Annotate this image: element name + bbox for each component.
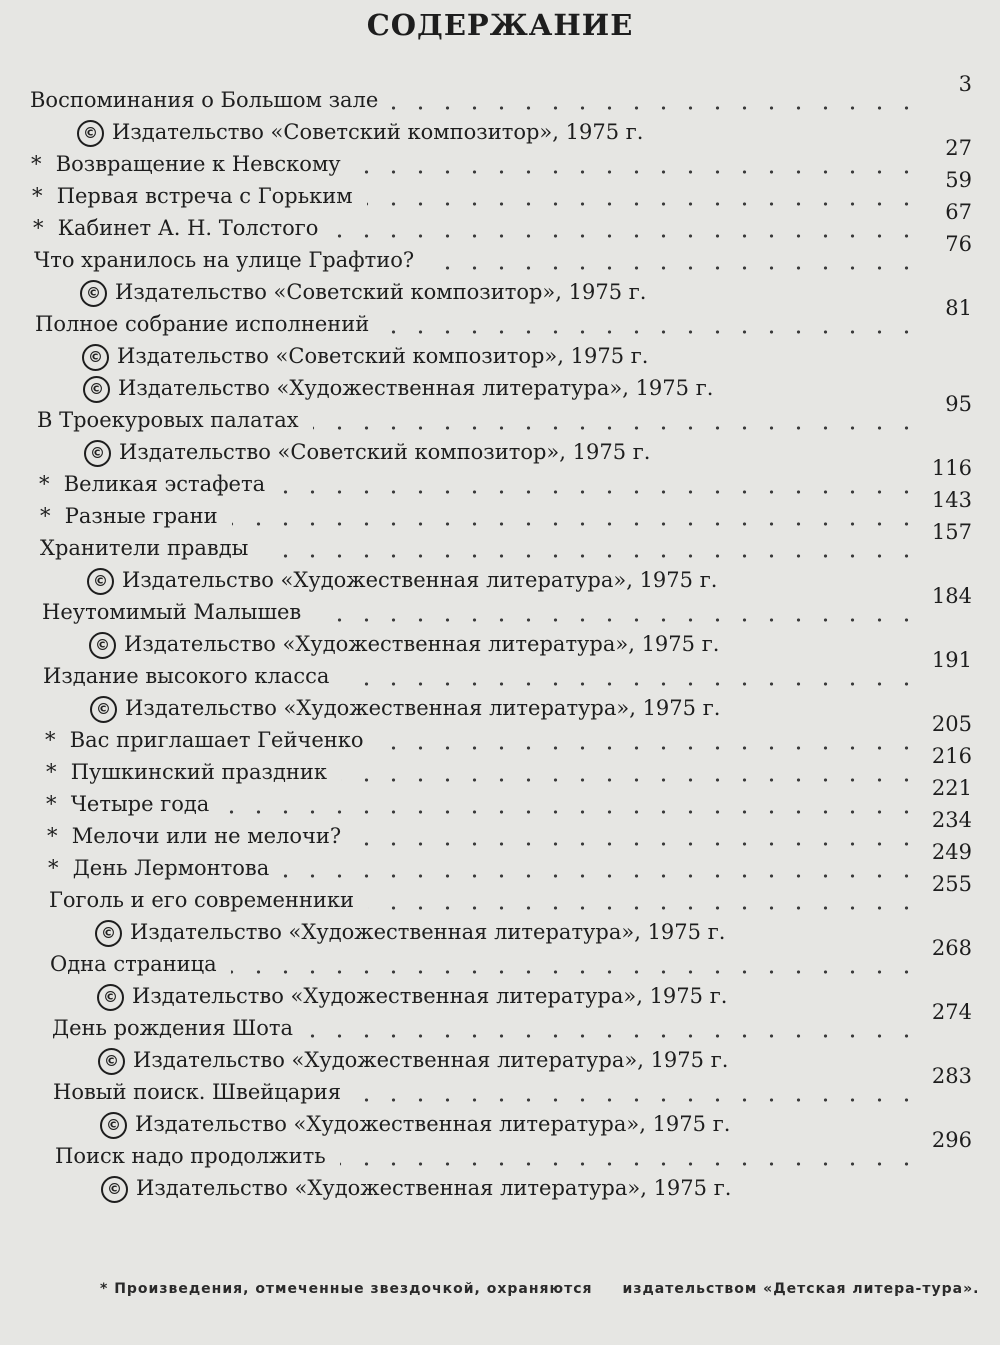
page-number: 143 <box>931 488 972 512</box>
page-number: 216 <box>931 744 972 768</box>
toc-entry-text: Новый поиск. Швейцария <box>53 1080 341 1104</box>
footnote <box>100 1278 980 1300</box>
copyright-notice <box>87 564 717 596</box>
copyright-text: Издательство «Художественная литература», 1975 г. <box>132 984 728 1008</box>
copyright-icon: © <box>80 280 107 307</box>
leader-dots <box>340 1140 920 1172</box>
copyright-text: Издательство «Советский композитор», 1975 г. <box>112 120 644 144</box>
star-marker: * <box>39 472 50 496</box>
toc-entry-text: Вас приглашает Гейченко <box>69 728 364 752</box>
copyright-notice <box>98 1044 728 1076</box>
page-number: 59 <box>945 168 972 192</box>
toc-entry-title <box>47 820 341 852</box>
star-marker: * <box>31 152 42 176</box>
copyright-text: Издательство «Художественная литература», 1975 г. <box>136 1176 732 1200</box>
toc-entry-text: Одна страница <box>50 952 217 976</box>
page-number: 255 <box>931 872 972 896</box>
copyright-notice <box>83 372 713 404</box>
toc-entry <box>0 1064 1000 1108</box>
page-number: 67 <box>945 200 972 224</box>
copyright-line <box>0 116 1000 148</box>
footnote-text-1: * Произведения, отмеченные звездочкой, охраняются <box>100 1281 593 1297</box>
leader-dots <box>378 724 920 756</box>
page-number: 191 <box>931 648 972 672</box>
toc-entry <box>0 168 1000 212</box>
leader-dots <box>428 244 920 276</box>
copyright-line <box>0 1044 1000 1076</box>
copyright-icon: © <box>84 440 111 467</box>
copyright-text: Издательство «Художественная литература», 1975 г. <box>124 632 720 656</box>
toc-entry <box>0 712 1000 756</box>
toc-entry-text: Полное собрание исполнений <box>35 312 370 336</box>
page-number: 116 <box>931 456 972 480</box>
star-marker: * <box>33 216 44 240</box>
star-marker: * <box>46 792 57 816</box>
copyright-notice <box>90 692 720 724</box>
toc-entry <box>0 872 1000 916</box>
toc-entry <box>0 72 1000 116</box>
page-number: 205 <box>931 712 972 736</box>
page-number: 296 <box>931 1128 972 1152</box>
toc-entry-title <box>43 660 329 692</box>
page-number: 76 <box>945 232 972 256</box>
toc-entry-title <box>52 1012 293 1044</box>
star-marker: * <box>32 184 43 208</box>
toc-entry-title <box>53 1076 341 1108</box>
toc-entry <box>0 520 1000 564</box>
toc-entry <box>0 584 1000 628</box>
toc-entry-text: Разные грани <box>64 504 218 528</box>
copyright-icon: © <box>89 632 116 659</box>
toc-entry <box>0 1000 1000 1044</box>
toc-entry-title <box>46 788 209 820</box>
leader-dots <box>367 180 920 212</box>
leader-dots <box>343 660 920 692</box>
star-marker: * <box>40 504 51 528</box>
copyright-text: Издательство «Художественная литература», 1975 г. <box>130 920 726 944</box>
copyright-line <box>0 980 1000 1012</box>
copyright-text: Издательство «Художественная литература», 1975 г. <box>125 696 721 720</box>
toc-entry-text: Хранители правды <box>40 536 249 560</box>
toc-entry <box>0 232 1000 276</box>
copyright-text: Издательство «Художественная литература», 1975 г. <box>135 1112 731 1136</box>
page-number: 249 <box>931 840 972 864</box>
toc-entry-text: Гоголь и его современники <box>49 888 355 912</box>
copyright-text: Издательство «Советский композитор», 1975 г. <box>117 344 649 368</box>
leader-dots <box>262 532 920 564</box>
star-marker: * <box>48 856 59 880</box>
toc-entry-text: Издание высокого класса <box>43 664 330 688</box>
toc-entry <box>0 392 1000 436</box>
copyright-line <box>0 372 1000 404</box>
copyright-icon: © <box>97 984 124 1011</box>
toc-entry-title <box>42 596 301 628</box>
leader-dots <box>307 1012 920 1044</box>
leader-dots <box>368 884 920 916</box>
toc-entry <box>0 808 1000 852</box>
toc-entry-text: День рождения Шота <box>52 1016 294 1040</box>
toc-entry-text: Великая эстафета <box>63 472 266 496</box>
toc-entry <box>0 296 1000 340</box>
toc-entry <box>0 1128 1000 1172</box>
page-number: 95 <box>945 392 972 416</box>
copyright-line <box>0 340 1000 372</box>
toc-entry-title <box>32 180 353 212</box>
page-title: СОДЕРЖАНИЕ <box>366 8 634 42</box>
page-number: 3 <box>958 72 972 96</box>
copyright-notice <box>80 276 646 308</box>
toc-entry <box>0 200 1000 244</box>
toc-entry-title <box>50 948 217 980</box>
copyright-text: Издательство «Художественная литература», 1975 г. <box>118 376 714 400</box>
page-number: 283 <box>931 1064 972 1088</box>
leader-dots <box>355 820 920 852</box>
copyright-icon: © <box>90 696 117 723</box>
toc-entry-title <box>55 1140 326 1172</box>
toc-entry-text: День Лермонтова <box>72 856 270 880</box>
copyright-notice <box>82 340 648 372</box>
toc-entry <box>0 840 1000 884</box>
page-number: 234 <box>931 808 972 832</box>
toc-entry-text: В Троекуровых палатах <box>37 408 299 432</box>
leader-dots <box>332 212 920 244</box>
toc-entry-title <box>39 468 265 500</box>
toc-entry-title <box>33 212 318 244</box>
copyright-icon: © <box>77 120 104 147</box>
star-marker: * <box>46 760 57 784</box>
copyright-icon: © <box>100 1112 127 1139</box>
leader-dots <box>341 756 920 788</box>
page-number: 157 <box>931 520 972 544</box>
copyright-line <box>0 692 1000 724</box>
toc-entry <box>0 456 1000 500</box>
toc-entry-title <box>40 500 218 532</box>
leader-dots <box>383 308 920 340</box>
copyright-notice <box>95 916 725 948</box>
copyright-icon: © <box>82 344 109 371</box>
leader-dots <box>283 852 920 884</box>
page-number: 268 <box>931 936 972 960</box>
leader-dots <box>223 788 920 820</box>
toc-entry-title <box>35 308 369 340</box>
leader-dots <box>313 404 920 436</box>
toc-entry <box>0 776 1000 820</box>
leader-dots <box>315 596 920 628</box>
copyright-line <box>0 1172 1000 1204</box>
toc-entry-text: Неутомимый Малышев <box>42 600 302 624</box>
copyright-notice <box>101 1172 731 1204</box>
toc-entry <box>0 936 1000 980</box>
star-marker: * <box>45 728 56 752</box>
toc-entry <box>0 488 1000 532</box>
page-number: 184 <box>931 584 972 608</box>
page-number: 274 <box>931 1000 972 1024</box>
copyright-text: Издательство «Художественная литература», 1975 г. <box>133 1048 729 1072</box>
toc-entry <box>0 744 1000 788</box>
toc-entry-text: Кабинет А. Н. Толстого <box>57 216 319 240</box>
copyright-icon: © <box>98 1048 125 1075</box>
copyright-notice <box>84 436 650 468</box>
toc-entry-text: Первая встреча с Горьким <box>56 184 353 208</box>
copyright-icon: © <box>95 920 122 947</box>
page-number: 221 <box>931 776 972 800</box>
copyright-text: Издательство «Художественная литература», 1975 г. <box>122 568 718 592</box>
toc-entry-title <box>46 756 327 788</box>
leader-dots <box>355 148 920 180</box>
copyright-icon: © <box>101 1176 128 1203</box>
copyright-line <box>0 916 1000 948</box>
toc-entry-text: Мелочи или не мелочи? <box>71 824 342 848</box>
page-number: 27 <box>945 136 972 160</box>
table-of-contents <box>0 72 1000 1204</box>
toc-entry-title <box>45 724 364 756</box>
toc-entry <box>0 136 1000 180</box>
toc-entry-text: Пушкинский праздник <box>70 760 328 784</box>
toc-entry-text: Четыре года <box>70 792 210 816</box>
copyright-text: Издательство «Советский композитор», 1975 г. <box>119 440 651 464</box>
star-marker: * <box>47 824 58 848</box>
copyright-notice <box>97 980 727 1012</box>
toc-entry-title <box>40 532 248 564</box>
page-number: 81 <box>945 296 972 320</box>
footnote-text-2: издательством «Детская литера-тура». <box>622 1281 980 1297</box>
copyright-line <box>0 436 1000 468</box>
copyright-line <box>0 564 1000 596</box>
toc-entry-text: Что хранилось на улице Графтио? <box>34 248 415 272</box>
toc-entry-text: Воспоминания о Большом зале <box>30 88 379 112</box>
copyright-line <box>0 628 1000 660</box>
toc-entry-title <box>37 404 299 436</box>
toc-entry-text: Возвращение к Невскому <box>55 152 341 176</box>
leader-dots <box>231 948 920 980</box>
toc-entry-title <box>31 148 341 180</box>
toc-entry-title <box>49 884 354 916</box>
leader-dots <box>392 84 920 116</box>
leader-dots <box>355 1076 920 1108</box>
toc-entry <box>0 648 1000 692</box>
copyright-icon: © <box>83 376 110 403</box>
toc-entry-title <box>34 244 414 276</box>
copyright-line <box>0 276 1000 308</box>
toc-entry-title <box>48 852 269 884</box>
leader-dots <box>279 468 920 500</box>
copyright-text: Издательство «Советский композитор», 1975 г. <box>115 280 647 304</box>
copyright-notice <box>89 628 719 660</box>
toc-entry-text: Поиск надо продолжить <box>55 1144 326 1168</box>
copyright-icon: © <box>87 568 114 595</box>
leader-dots <box>232 500 920 532</box>
toc-entry-title <box>30 84 378 116</box>
copyright-notice <box>77 116 643 148</box>
copyright-line <box>0 1108 1000 1140</box>
copyright-notice <box>100 1108 730 1140</box>
